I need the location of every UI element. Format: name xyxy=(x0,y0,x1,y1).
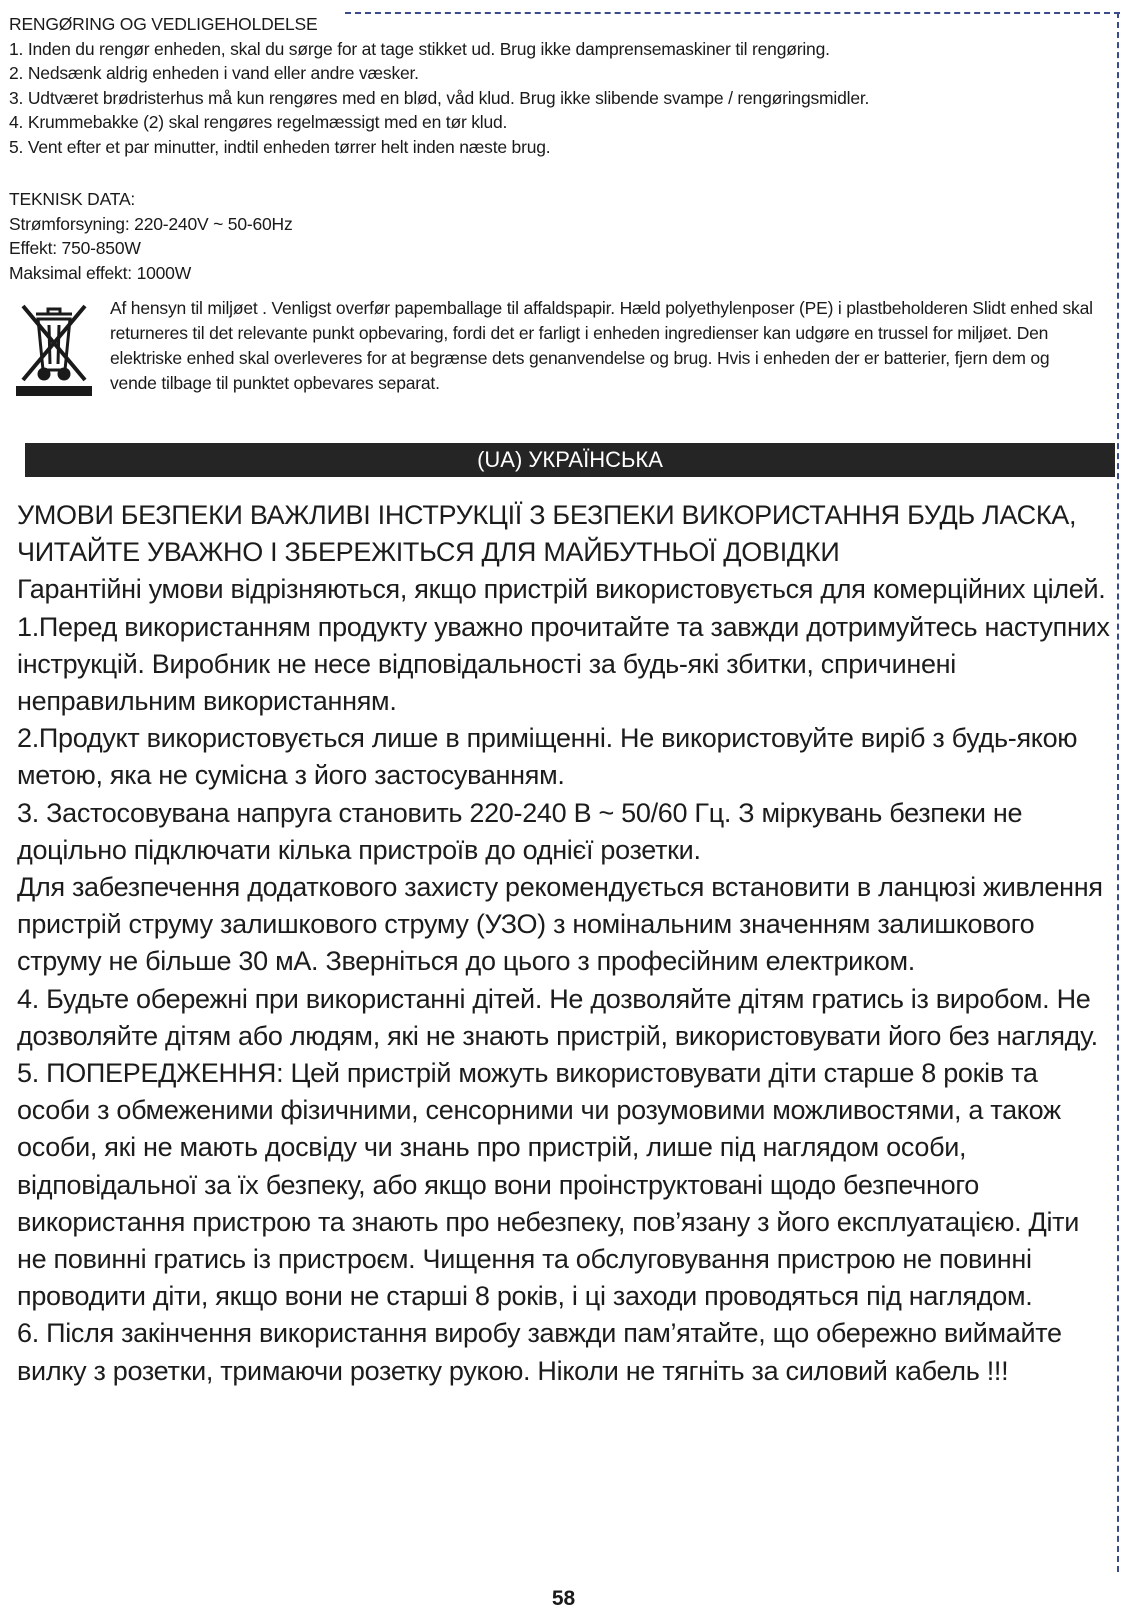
danish-tech-heading: TEKNISK DATA: xyxy=(9,189,136,209)
cut-line-right xyxy=(1117,12,1119,1572)
page-number: 58 xyxy=(551,1587,576,1610)
danish-tech-line-1: Strømforsyning: 220-240V ~ 50-60Hz xyxy=(9,213,293,234)
danish-cleaning-item-5: 5. Vent efter et par minutter, indtil enheden tørrer helt inden næste brug. xyxy=(9,136,551,157)
ukrainian-paragraph-rcd: Для забезпечення додаткового захисту рекомендується встановити в ланцюзі живлення пристрій струму залишкового струму (УЗО) з номінальним значенням залишкового струму не більше 30 мА. Зверніться до цього з професійним електриком. xyxy=(17,872,1103,977)
ukrainian-paragraph-1: 1.Перед використанням продукту уважно прочитайте та завжди дотримуйтесь наступних інструкцій. Виробник не несе відповідальності за будь-які збитки, спричинені неправильним використанням. xyxy=(17,611,1110,717)
danish-cleaning-item-2: 2. Nedsænk aldrig enheden i vand eller andre væsker. xyxy=(9,63,419,83)
ukrainian-safety-section xyxy=(17,497,1112,1390)
crossed-bin-icon xyxy=(14,300,94,396)
ukrainian-paragraph-3: 3. Застосовувана напруга становить 220-240 В ~ 50/60 Гц. З міркувань безпеки не доцільно підключати кілька пристроїв до однієї розетки. xyxy=(17,797,1023,865)
ukrainian-paragraph-4: 4. Будьте обережні при використанні дітей. Не дозволяйте дітям гратись із виробом. Не дозволяйте дітям або людям, які не знають пристрій, використовувати його без нагляду. xyxy=(17,983,1098,1051)
danish-cleaning-item-1: 1. Inden du rengør enheden, skal du sørge for at tage stikket ud. Brug ikke damprensemaskiner til rengøring. xyxy=(9,38,830,59)
language-section-bar: (UA) УКРАЇНСЬКА xyxy=(25,443,1115,477)
danish-cleaning-item-4: 4. Krummebakke (2) skal rengøres regelmæssigt med en tør klud. xyxy=(9,112,508,132)
ukrainian-paragraph-6: 6. Після закінчення використання виробу завжди пам’ятайте, що обережно виймайте вилку з розетки, тримаючи розетку рукою. Ніколи не тягніть за силовий кабель !!! xyxy=(17,1318,1062,1386)
ukrainian-paragraph-5: 5. ПОПЕРЕДЖЕННЯ: Цей пристрій можуть використовувати діти старше 8 років та особи з обмеженими фізичними, сенсорними чи розумовими можливостями, а також особи, які не мають досвіду чи знань про пристрій, лише під наглядом особи, відповідальної за їх безпеку, або якщо вони проінструктовані щодо безпечного використання пристрою та знають про небезпеку, пов’язану з його експлуатацією. Діти не повинні гратись із пристроєм. Чищення та обслуговування пристрою не повинні проводити діти, якщо вони не старші 8 років, і ці заходи проводяться під наглядом. xyxy=(17,1058,1080,1312)
danish-environment-text: Af hensyn til miljøet . Venligst overfør papemballage til affaldspapir. Hæld polyethylenposer (PE) i plastbeholderen Slidt enhed skal returneres til det relevante punkt opbevaring, fordi det er farligt i enheden ingredienser kan udgøre en trussel for miljøet. Den elektriske enhed skal overleveres for at begrænse dets genanvendelse og brug. Hvis i enheden der er batterier, fjern dem og vende tilbage til punktet opbevares separat. xyxy=(110,298,1093,393)
danish-cleaning-item-3: 3. Udtværet brødristerhus må kun rengøres med en blød, våd klud. Brug ikke slibende svampe / rengøringsmidler. xyxy=(9,87,870,108)
danish-tech-line-2: Effekt: 750-850W xyxy=(9,238,141,258)
danish-cleaning-heading: RENGØRING OG VEDLIGEHOLDELSE xyxy=(9,14,318,34)
danish-cleaning-section xyxy=(9,12,1109,159)
danish-tech-line-3: Maksimal effekt: 1000W xyxy=(9,262,192,283)
ukrainian-paragraph-warranty: Гарантійні умови відрізняються, якщо пристрій використовується для комерційних цілей. xyxy=(17,574,1106,605)
ukrainian-paragraph-2: 2.Продукт використовується лише в приміщенні. Не використовуйте виріб з будь-якою метою, яка не сумісна з його застосуванням. xyxy=(17,723,1078,791)
ukrainian-safety-title: УМОВИ БЕЗПЕКИ ВАЖЛИВІ ІНСТРУКЦІЇ З БЕЗПЕКИ ВИКОРИСТАННЯ БУДЬ ЛАСКА, ЧИТАЙТЕ УВАЖНО І ЗБЕРЕЖІТЬСЯ ДЛЯ МАЙБУТНЬОЇ ДОВІДКИ xyxy=(17,500,1077,568)
danish-tech-section xyxy=(9,187,293,285)
